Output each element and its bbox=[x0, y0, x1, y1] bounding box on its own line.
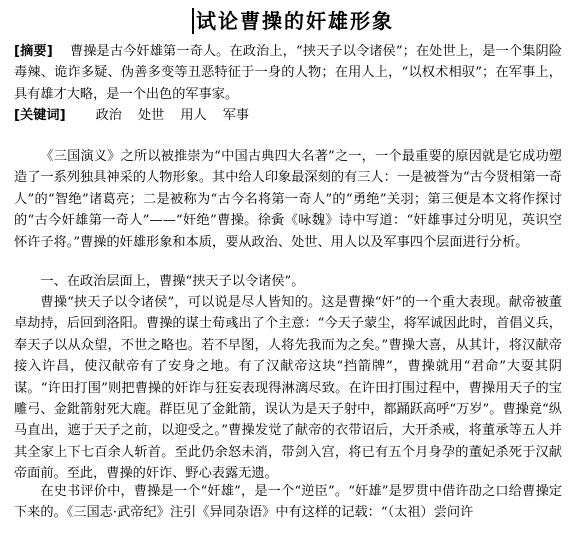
abstract-paragraph bbox=[14, 41, 562, 105]
body-paragraph: 曹操“挟天子以令诸侯”，可以说是尽人皆知的。这是曹操“奸”的一个重大表现。献帝被董卓劫持，后回到洛阳。曹操的谋士荀彧出了个主意：“今天子蒙尘，将军诚因此时，首倡义兵，奉天子以从众望，不世之略也。若不早图，人将先我而为之矣。”曹操大喜，从其计，将汉献帝接入许昌，使汉献帝有了安身之地。有了汉献帝这块“挡箭牌”，曹操就用“君命”大耍其阴谋。“许田打围”则把曹操的奸诈与狂妄表现得淋漓尽致。在许田打围过程中，曹操用天子的宝雕弓、金鈚箭射死大鹿。群臣见了金鈚箭，误认为是天子射中，都踊跃高呼“万岁”。曹操竟“纵马直出，遮于天子之前，以迎受之。”曹操发觉了献帝的衣带诏后，大开杀戒，将董承等五人并其全家上下七百余人斩首。至此仍余怒未消，带剑入宫，将已有五个月身孕的董妃杀死于汉献帝面前。至此，曹操的奸诈、野心表露无遗。 bbox=[14, 295, 562, 482]
keywords-label: [关键词] bbox=[14, 108, 66, 123]
keyword: 军事 bbox=[222, 108, 250, 123]
keywords-line bbox=[14, 105, 562, 126]
keyword: 用人 bbox=[180, 108, 207, 123]
keyword: 政治 bbox=[95, 108, 122, 123]
text-cursor bbox=[192, 8, 194, 34]
abstract-label: [摘要] bbox=[14, 44, 53, 59]
body-paragraph: 《三国演义》之所以被推崇为“中国古典四大名著”之一，一个最重要的原因就是它成功塑造了一系列独具神采的人物形象。其中给人印象最深刻的有三人：一是被誉为“古今贤相第一奇人”的“智绝”诸葛亮；二是被称为“古今名将第一奇人”的“勇绝”关羽；第三便是本文将作探讨的“古今奸雄第一奇人”——“奸绝”曹操。徐夤《咏魏》诗中写道：“奸雄事过分明见，英识空怀许子将。”曹操的奸雄形象和本质，要从政治、处世、用人以及军事四个层面进行分析。 bbox=[14, 149, 562, 250]
document-title: 试论曹操的奸雄形象 bbox=[196, 9, 394, 33]
section-heading: 一、在政治层面上，曹操“挟天子以令诸侯”。 bbox=[40, 274, 305, 289]
abstract-text: 曹操是古今奸雄第一奇人。在政治上，“挟天子以令诸侯”；在处世上，是一个集阴险毒辣、诡诈多疑、伪善多变等丑恶特征于一身的人物；在用人上，“以权术相驭”；在军事上，具有雄才大略，是一个出色的军事家。 bbox=[14, 44, 562, 102]
keyword: 处世 bbox=[138, 108, 165, 123]
body-paragraph: 在史书评价中，曹操是一个“奸雄”，是一个“逆臣”。“奸雄”是罗贯中借许劭之口给曹操定下来的。《三国志·武帝纪》注引《异同杂语》中有这样的记载：“（太祖）尝问许 bbox=[14, 484, 562, 521]
